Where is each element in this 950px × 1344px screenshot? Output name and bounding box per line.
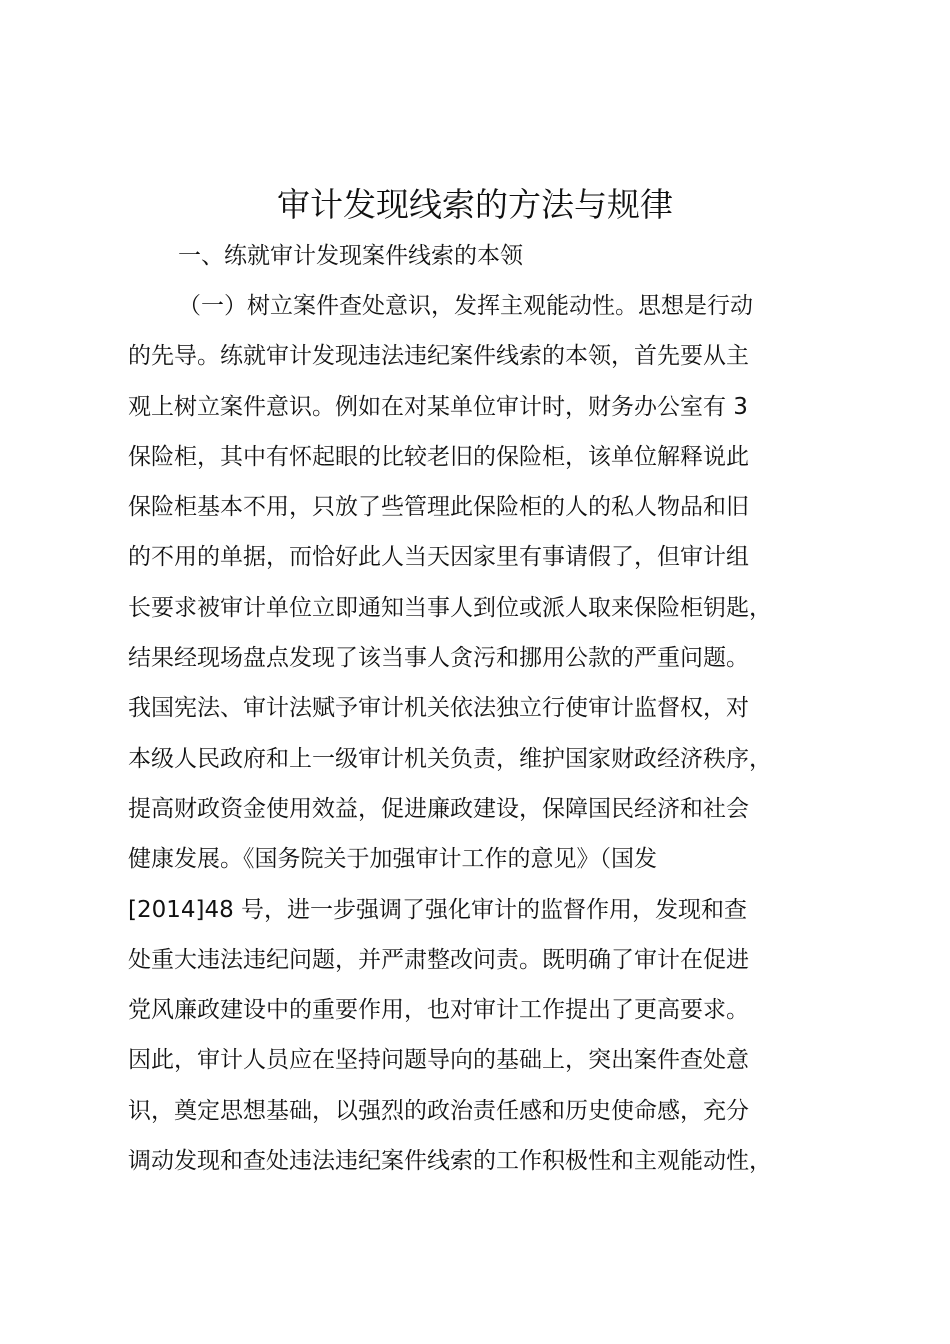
- text-line: 保险柜基本不用，只放了些管理此保险柜的人的私人物品和旧: [128, 494, 749, 521]
- text-line: 观上树立案件意识。例如在对某单位审计时，财务办公室有 3: [128, 393, 748, 420]
- text-line: 的先导。练就审计发现违法违纪案件线索的本领，首先要从主: [128, 343, 749, 370]
- text-line: （一）树立案件查处意识，发挥主观能动性。思想是行动: [178, 293, 753, 319]
- text-line: 的不用的单据，而恰好此人当天因家里有事请假了，但审计组: [128, 544, 749, 571]
- text-line: 我国宪法、审计法赋予审计机关依法独立行使审计监督权，对: [128, 695, 749, 722]
- text-line: 因此，审计人员应在坚持问题导向的基础上，突出案件查处意: [128, 1047, 749, 1074]
- text-line: 长要求被审计单位立即通知当事人到位或派人取来保险柜钥匙，: [128, 594, 772, 621]
- section-heading: 一、练就审计发现案件线索的本领: [178, 243, 523, 269]
- text-line: 提高财政资金使用效益，促进廉政建设，保障国民经济和社会: [128, 795, 749, 822]
- text-line: [2014]48 号，进一步强调了强化审计的监督作用，发现和查: [128, 896, 748, 923]
- body-paragraph: [128, 286, 888, 1191]
- text-line: 健康发展。《国务院关于加强审计工作的意见》（国发: [128, 846, 657, 873]
- text-line: 处重大违法违纪问题，并严肃整改问责。既明确了审计在促进: [128, 946, 749, 973]
- text-line: 识，奠定思想基础，以强烈的政治责任感和历史使命感，充分: [128, 1097, 749, 1124]
- text-line: 党风廉政建设中的重要作用，也对审计工作提出了更高要求。: [128, 997, 749, 1024]
- document-title: 审计发现线索的方法与规律: [277, 185, 673, 224]
- text-line: 结果经现场盘点发现了该当事人贪污和挪用公款的严重问题。: [128, 645, 749, 672]
- text-line: 调动发现和查处违法违纪案件线索的工作积极性和主观能动性，: [128, 1148, 772, 1175]
- text-line: 保险柜，其中有怀起眼的比较老旧的保险柜，该单位解释说此: [128, 443, 749, 470]
- text-line: 本级人民政府和上一级审计机关负责，维护国家财政经济秩序，: [128, 745, 772, 772]
